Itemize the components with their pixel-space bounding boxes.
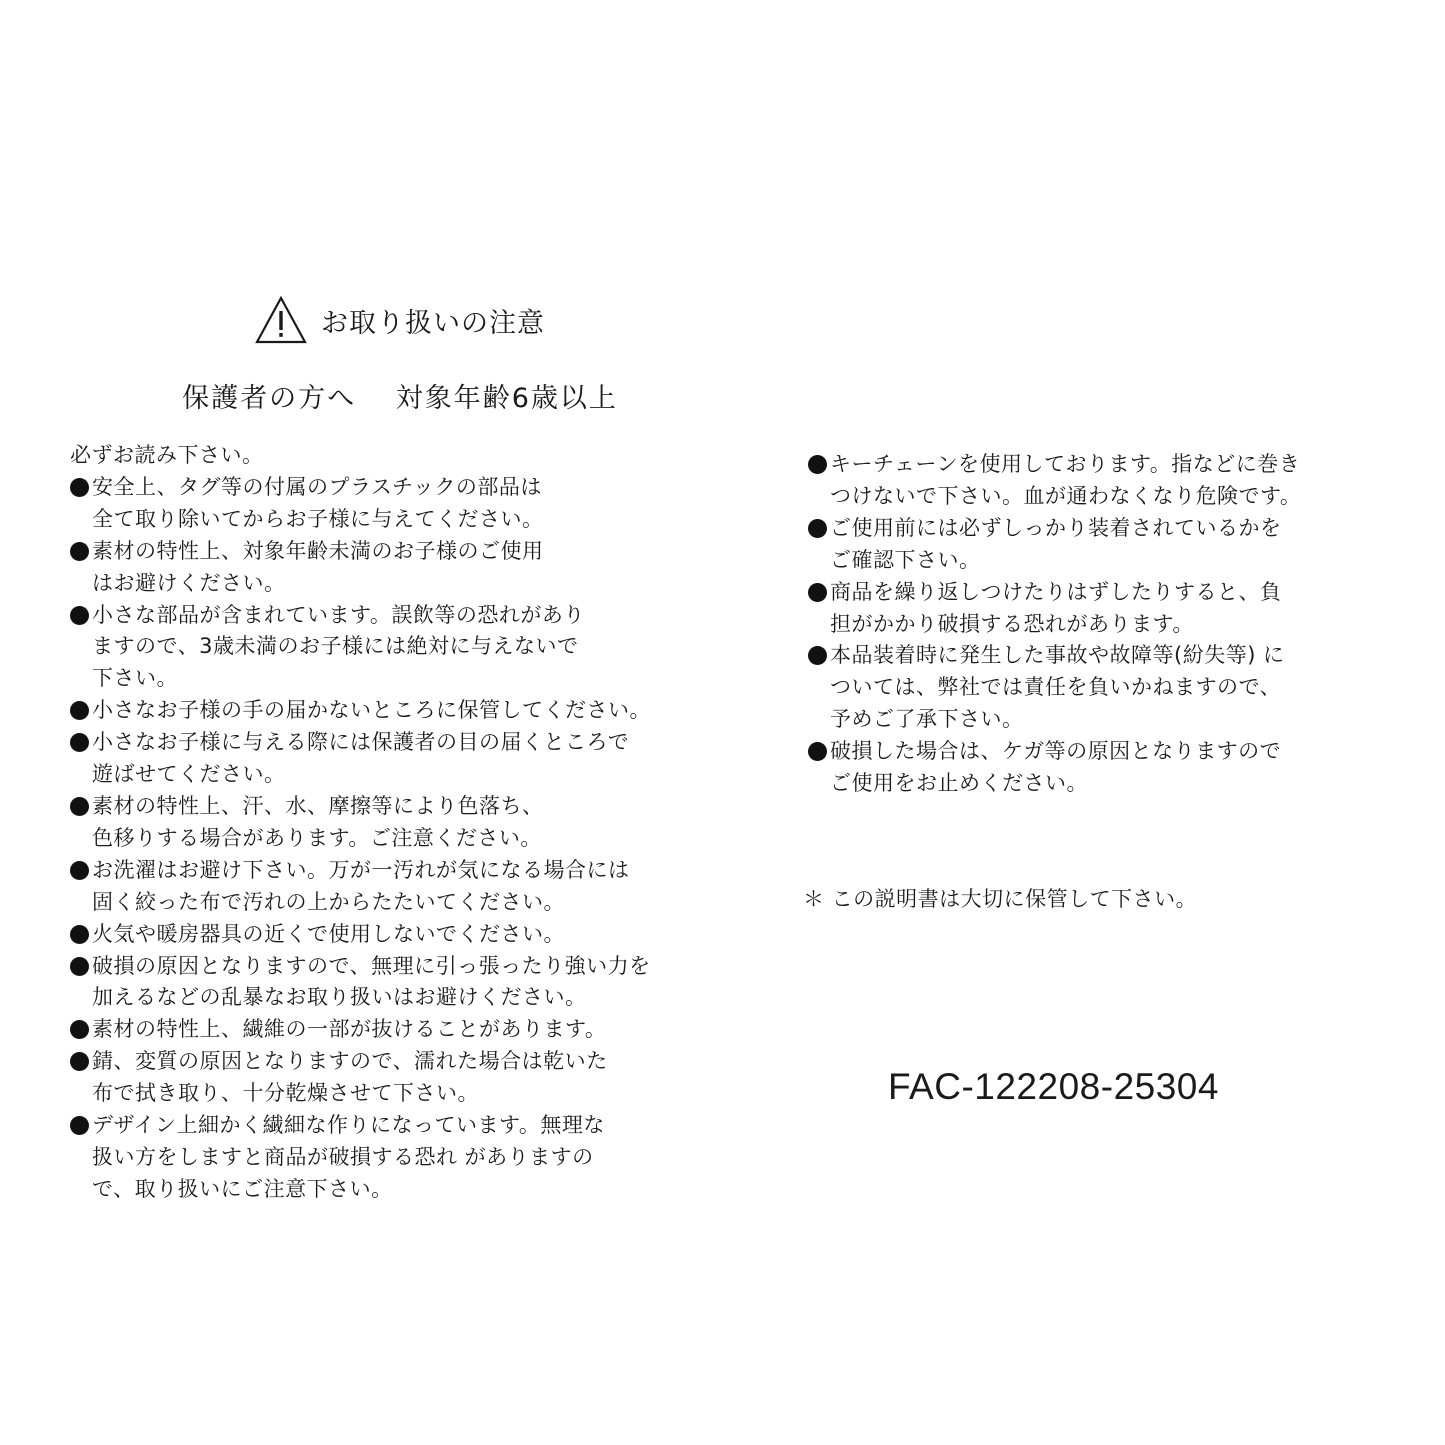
list-item — [70, 1110, 690, 1206]
bullet-icon — [808, 455, 827, 474]
list-item-text: ご使用前には必ずしっかり装着されているかを ご確認下さい。 — [830, 515, 1282, 572]
bullet-icon — [70, 701, 89, 720]
list-item — [70, 1014, 690, 1046]
list-item — [70, 791, 690, 855]
list-item — [70, 536, 690, 600]
list-item-text: キーチェーンを使用しております。指などに巻き つけないで下さい。血が通わなくなり危険です。 — [830, 452, 1302, 508]
bullet-icon — [808, 742, 827, 761]
bullet-icon — [70, 606, 89, 625]
list-item-text: 商品を繰り返しつけたりはずしたりすると、負 担がかかり破損する恐れがあります。 — [830, 579, 1282, 636]
list-item — [70, 1046, 690, 1110]
list-item — [70, 695, 690, 727]
bullet-icon — [808, 646, 827, 665]
title-row — [0, 296, 800, 344]
list-item-text: 素材の特性上、繊維の一部が抜けることがあります。 — [92, 1017, 607, 1042]
right-column — [808, 449, 1408, 800]
intro-text: 必ずお読み下さい。 — [70, 443, 264, 467]
list-item — [70, 727, 690, 791]
bullet-icon — [808, 583, 827, 602]
bullet-icon — [70, 478, 89, 497]
warning-triangle-icon — [255, 296, 307, 344]
list-item — [808, 513, 1408, 577]
list-item — [808, 577, 1408, 641]
right-precaution-list — [808, 449, 1408, 800]
list-item-text: 破損した場合は、ケガ等の原因となりますので ご使用をお止めください。 — [830, 739, 1282, 796]
list-item-text: 素材の特性上、対象年齢未満のお子様のご使用 はお避けください。 — [92, 538, 544, 595]
list-item-text: デザイン上細かく繊細な作りになっています。無理な 扱い方をしますと商品が破損する恐れ がありますの で、取り扱いにご注意下さい。 — [92, 1113, 605, 1201]
product-code: FAC-122208-25304 — [888, 1066, 1219, 1107]
list-item — [70, 951, 690, 1015]
bullet-icon — [70, 957, 89, 976]
left-precaution-list — [70, 472, 690, 1206]
list-item — [70, 855, 690, 919]
keep-manual-note: ＊ この説明書は大切に保管して下さい。 — [803, 887, 1198, 911]
list-item-text: 本品装着時に発生した事故や故障等(紛失等) に ついては、弊社では責任を負いかねますので、 予めご了承下さい。 — [830, 643, 1285, 732]
list-item-text: お洗濯はお避け下さい。万が一汚れが気になる場合には 固く絞った布で汚れの上からたたいてください。 — [92, 857, 630, 914]
list-item — [70, 919, 690, 951]
list-item — [70, 472, 690, 536]
bullet-icon — [70, 1116, 89, 1135]
list-item-text: 錆、変質の原因となりますので、濡れた場合は乾いた 布で拭き取り、十分乾燥させて下さい。 — [92, 1049, 608, 1106]
list-item-text: 素材の特性上、汗、水、摩擦等により色落ち、 色移りする場合があります。ご注意ください。 — [92, 793, 544, 850]
bullet-icon — [70, 797, 89, 816]
bullet-icon — [70, 1020, 89, 1039]
bullet-icon — [70, 733, 89, 752]
list-item-text: 火気や暖房器具の近くで使用しないでください。 — [92, 921, 565, 946]
bullet-icon — [70, 925, 89, 944]
list-item — [808, 640, 1408, 736]
page-title: お取り扱いの注意 — [321, 307, 545, 339]
list-item-text: 小さなお子様に与える際には保護者の目の届くところで 遊ばせてください。 — [92, 730, 630, 787]
list-item — [808, 449, 1408, 513]
left-column — [70, 440, 690, 1206]
bullet-icon — [70, 542, 89, 561]
target-age-subtitle: 保護者の方へ 対象年齢6歳以上 — [182, 383, 618, 414]
bullet-icon — [70, 861, 89, 880]
bullet-icon — [808, 519, 827, 538]
list-item-text: 小さな部品が含まれています。誤飲等の恐れがあり ますので、3歳未満のお子様には絶対に与えないで 下さい。 — [92, 602, 585, 691]
bullet-icon — [70, 1052, 89, 1071]
list-item — [70, 600, 690, 696]
list-item-text: 小さなお子様の手の届かないところに保管してください。 — [92, 698, 651, 723]
list-item-text: 安全上、タグ等の付属のプラスチックの部品は 全て取り除いてからお子様に与えてください。 — [92, 474, 544, 531]
list-item-text: 破損の原因となりますので、無理に引っ張ったり強い力を 加えるなどの乱暴なお取り扱いはお避けください。 — [92, 953, 651, 1010]
list-item — [808, 736, 1408, 800]
